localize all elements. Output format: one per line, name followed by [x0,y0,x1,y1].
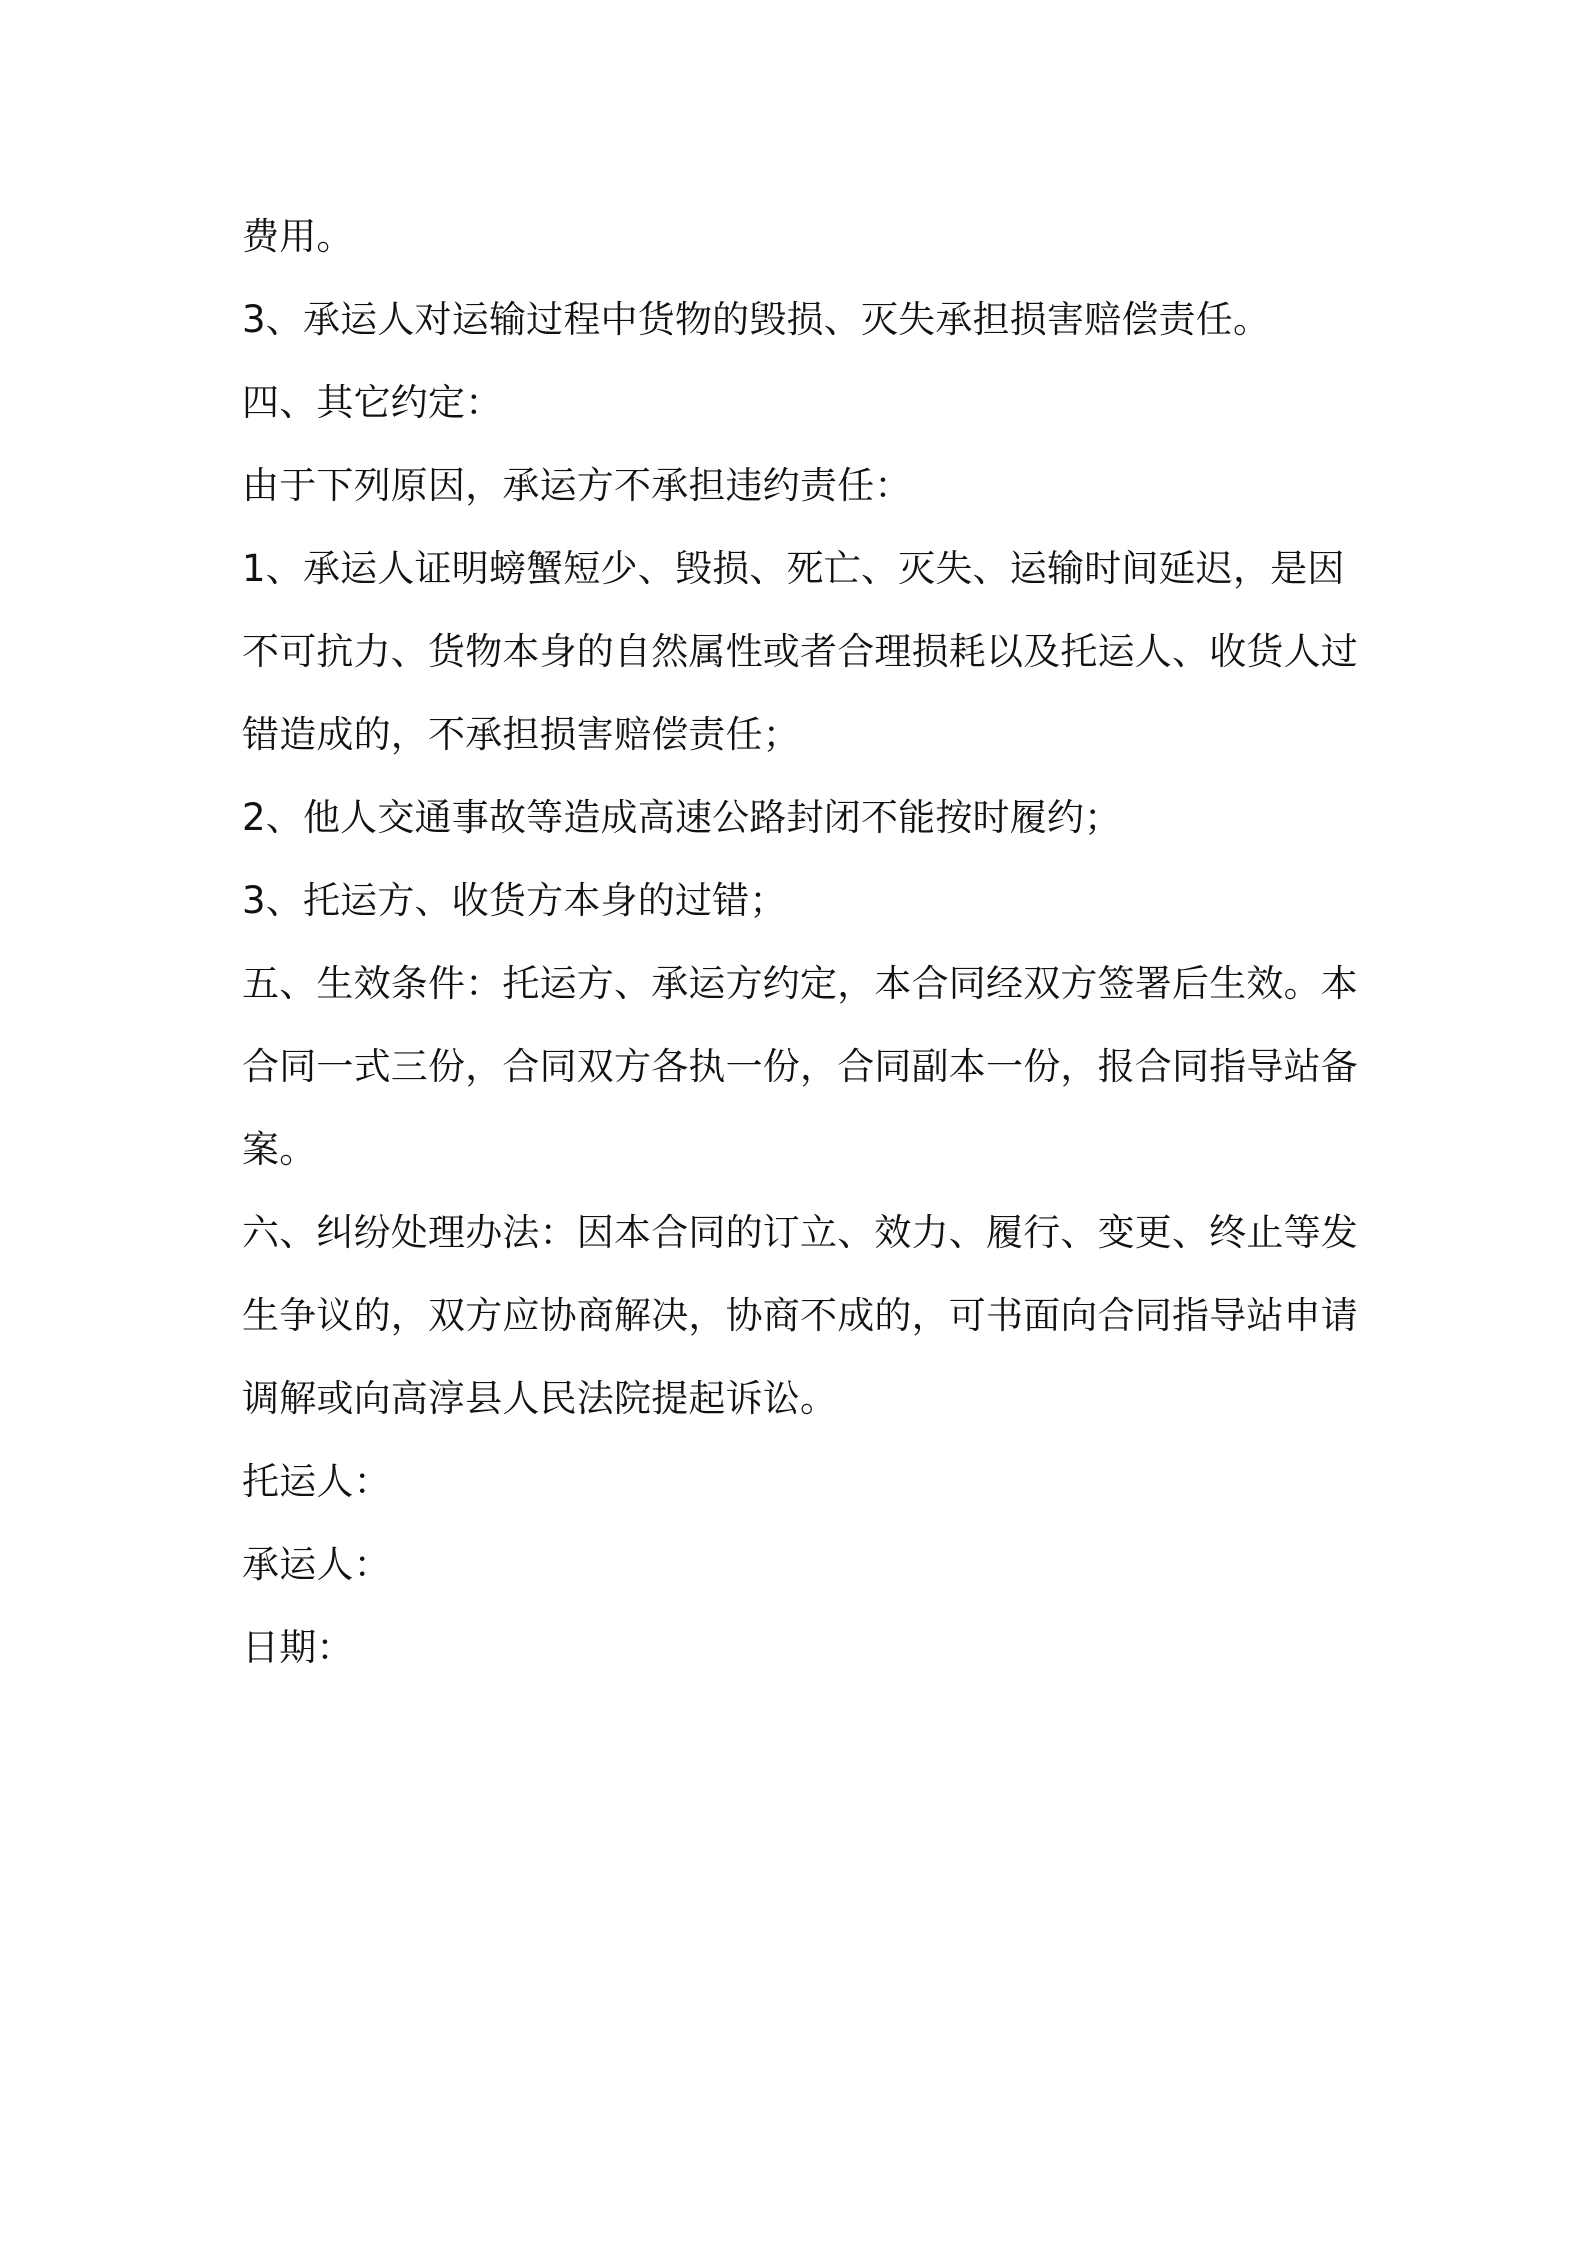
date-field: 日期： [242,1626,354,1669]
text-line: 五、生效条件：托运方、承运方约定，本合同经双方签署后生效。本 [242,962,1358,1005]
text-line: 合同一式三份，合同双方各执一份，合同副本一份，报合同指导站备 [242,1045,1358,1088]
text-line: 案。 [242,1128,317,1171]
text-line: 3、承运人对运输过程中货物的毁损、灭失承担损害赔偿责任。 [242,298,1271,341]
signature-field-carrier: 承运人： [242,1543,391,1586]
text-line: 费用。 [242,215,354,258]
section-heading: 四、其它约定： [242,381,503,424]
text-line: 3、托运方、收货方本身的过错； [242,879,787,922]
text-line: 1、承运人证明螃蟹短少、毁损、死亡、灭失、运输时间延迟，是因 [242,547,1345,590]
text-line: 调解或向高淳县人民法院提起诉讼。 [242,1377,838,1420]
text-line: 由于下列原因，承运方不承担违约责任： [242,464,912,507]
text-line: 2、他人交通事故等造成高速公路封闭不能按时履约； [242,796,1122,839]
document-body [242,195,1362,1689]
text-line: 错造成的，不承担损害赔偿责任； [242,713,800,756]
text-line: 六、纠纷处理办法：因本合同的订立、效力、履行、变更、终止等发 [242,1211,1358,1254]
text-line: 不可抗力、货物本身的自然属性或者合理损耗以及托运人、收货人过 [242,630,1358,673]
text-line: 生争议的，双方应协商解决，协商不成的，可书面向合同指导站申请 [242,1294,1358,1337]
signature-field-shipper: 托运人： [242,1460,391,1503]
